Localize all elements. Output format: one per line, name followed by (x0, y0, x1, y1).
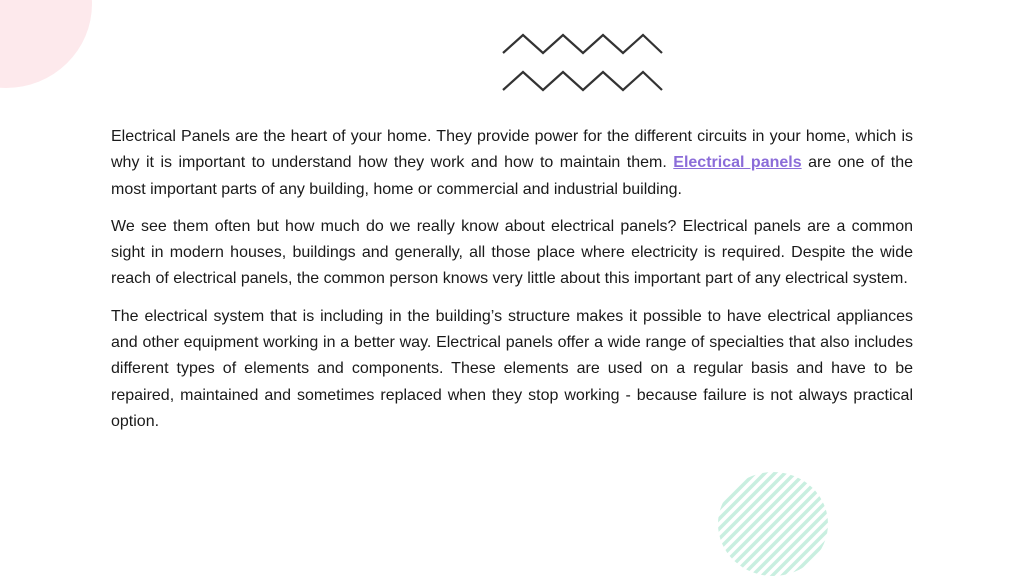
decorative-striped-circle (717, 471, 829, 577)
zigzag-decoration (500, 30, 666, 96)
paragraph-3: The electrical system that is including in the building’s structure makes it possible to have electrical appliances and other equipment working in a better way. Electrical panels offer a wide range of specialties that also includes different types of elements and components. These elements are used on a regular basis and have to be repaired, maintained and sometimes replaced when they stop working - because failure is not always practical option. (111, 307, 913, 430)
paragraph-2: We see them often but how much do we really know about electrical panels? Electrical panels are a common sight in modern houses, buildings and generally, all those place where electricity is required. Despite the wide reach of electrical panels, the common person knows very little about this important part of any electrical system. (111, 217, 913, 288)
electrical-panels-link[interactable]: Electrical panels (673, 154, 802, 172)
decorative-pink-circle (0, 0, 92, 88)
article-body (111, 124, 913, 446)
paragraph-1: Electrical Panels are the heart of your home. They provide power for the different circuits in your home, which is why it is important to understand how they work and how to maintain them. Electrical panels are one of the most important parts of any building, home or commercial and industrial building. (111, 128, 914, 198)
